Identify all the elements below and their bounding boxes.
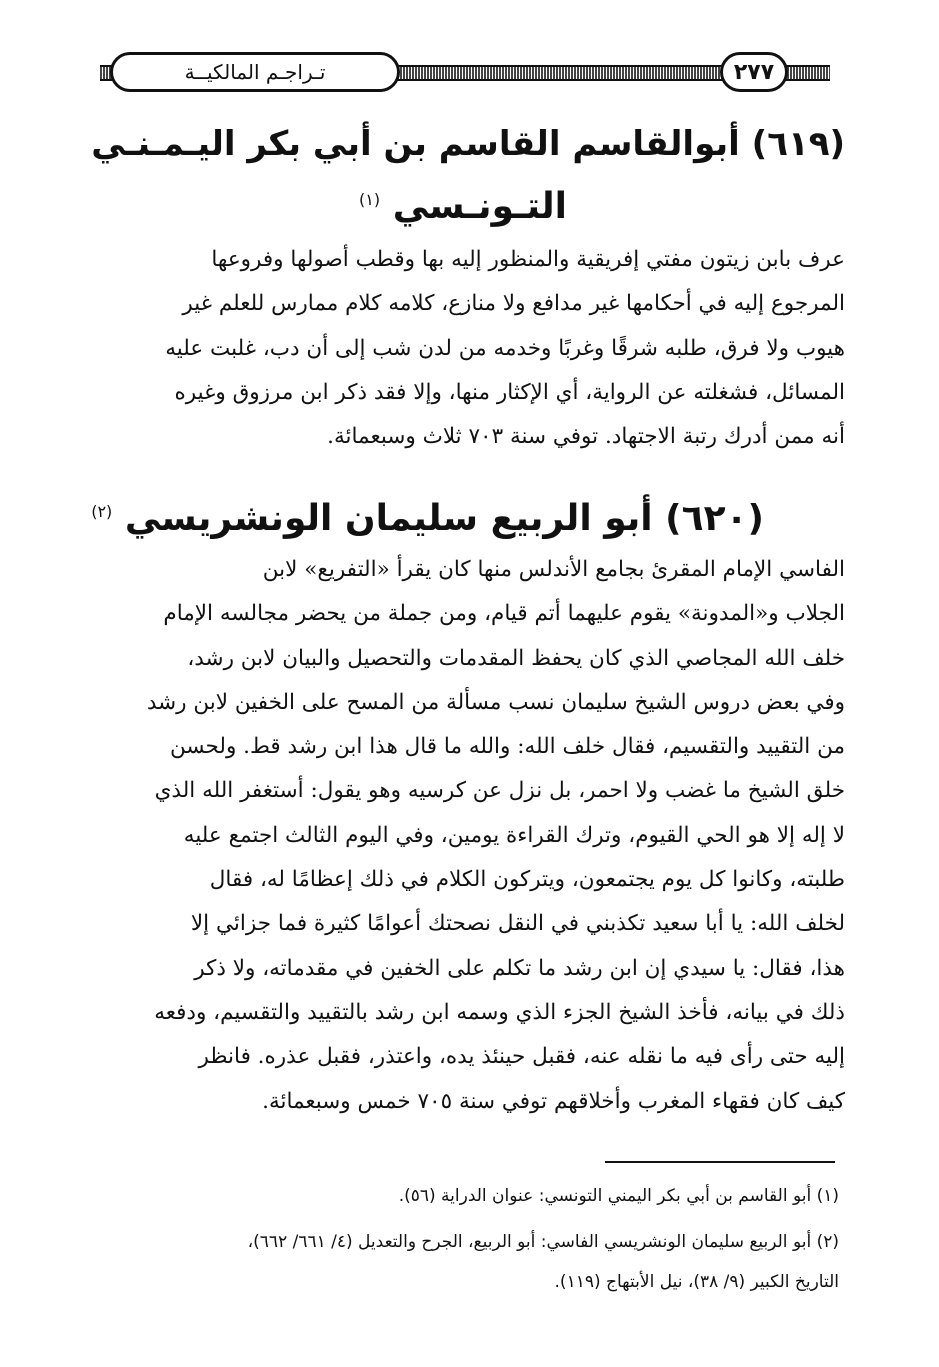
footnote-line: (٢) أبو الربيع سليمان الونشريسي الفاسي: أبو الربيع، الجرح والتعديل (٤/ ٦٦١/ ٦٦٢)، bbox=[247, 1232, 839, 1252]
body-line: أنه ممن أدرك رتبة الاجتهاد. توفي سنة ٧٠٣ ثلاث وسبعمائة. bbox=[327, 424, 845, 450]
footnote-line: التاريخ الكبير (٩/ ٣٨)، نيل الأبتهاج (١١٩). bbox=[554, 1272, 839, 1292]
page-number: ٢٧٧ bbox=[720, 52, 788, 92]
body-line: لا إله إلا هو الحي القيوم، وترك القراءة يومين، وفي اليوم الثالث اجتمع عليه bbox=[183, 822, 845, 848]
entry-620-heading-text: (٦٢٠) أبو الربيع سليمان الونشريسي bbox=[124, 498, 764, 539]
entry-620-body bbox=[105, 548, 845, 1124]
body-line: خلف الله المجاصي الذي كان يحفظ المقدمات والتحصيل والبيان لابن رشد، bbox=[187, 645, 845, 671]
body-line: ذلك في بيانه، فأخذ الشيخ الجزء الذي وسمه ابن رشد بالتقييد والتقسيم، ودفعه bbox=[154, 999, 845, 1025]
body-line: المرجوع إليه في أحكامها غير مدافع ولا منازع، كلامه كلام ممارس للعلم غير bbox=[182, 291, 845, 317]
entry-620-heading bbox=[91, 484, 764, 547]
entry-619-heading bbox=[91, 116, 845, 172]
footnote-ref-2: (٢) bbox=[91, 502, 113, 521]
entry-619-body bbox=[105, 238, 845, 459]
body-line: هيوب ولا فرق، طلبه شرقًا وغربًا وخدمه من لدن شب إلى أن دب، غلبت عليه bbox=[165, 335, 845, 361]
footnote-1 bbox=[99, 1176, 839, 1216]
page-header bbox=[100, 48, 830, 98]
body-line: من التقييد والتقسيم، فقال خلف الله: والله ما قال هذا ابن رشد قط. ولحسن bbox=[169, 734, 845, 760]
body-line: كيف كان فقهاء المغرب وأخلاقهم توفي سنة ٧٠٥ خمس وسبعمائة. bbox=[262, 1088, 845, 1114]
footnote-separator bbox=[605, 1161, 835, 1163]
running-title: تـراجـم المالكيــة bbox=[110, 52, 400, 92]
body-line: عرف بابن زيتون مفتي إفريقية والمنظور إليه بها وقطب أصولها وفروعها bbox=[211, 247, 845, 272]
body-line: الجلاب و«المدونة» يقوم عليهما أتم قيام، ومن جملة من يحضر مجالسه الإمام bbox=[163, 601, 845, 627]
body-line: وفي بعض دروس الشيخ سليمان نسب مسألة من المسح على الخفين لابن رشد bbox=[146, 689, 845, 715]
body-line: المسائل، فشغلته عن الرواية، أي الإكثار منها، وإلا فقد ذكر ابن مرزوق وغيره bbox=[174, 379, 845, 405]
entry-619-heading-text-2: التـونـسي bbox=[392, 186, 567, 227]
body-line: خلق الشيخ ما غضب ولا احمر، بل نزل عن كرسيه وهو يقول: أستغفر الله الذي bbox=[154, 778, 845, 804]
body-line: هذا، فقال: يا سيدي إن ابن رشد ما تكلم على الخفين في مقدماته، ولا ذكر bbox=[194, 955, 845, 981]
footnote-line: (١) أبو القاسم بن أبي بكر اليمني التونسي: عنوان الدراية (٥٦). bbox=[398, 1186, 839, 1206]
body-line: إليه حتى رأى فيه ما نقله عنه، فقبل حينئذ يده، واعتذر، فقبل عذره. فانظر bbox=[198, 1044, 845, 1070]
entry-619-heading-text: (٦١٩) أبوالقاسم القاسم بن أبي بكر اليـمـنـي bbox=[91, 124, 845, 164]
footnote-2 bbox=[99, 1222, 839, 1302]
footnote-ref-1: (١) bbox=[359, 190, 381, 209]
entry-619-heading-cont bbox=[359, 172, 567, 235]
body-line: لخلف الله: يا أبا سعيد تكذبني في النقل نصحتك أعوامًا كثيرة فما جزائي إلا bbox=[190, 911, 845, 937]
body-line: الفاسي الإمام المقرئ بجامع الأندلس منها كان يقرأ «التفريع» لابن bbox=[262, 557, 845, 582]
body-line: طلبته، وكانوا كل يوم يجتمعون، ويتركون الكلام في ذلك إعظامًا له، فقال bbox=[209, 867, 845, 893]
